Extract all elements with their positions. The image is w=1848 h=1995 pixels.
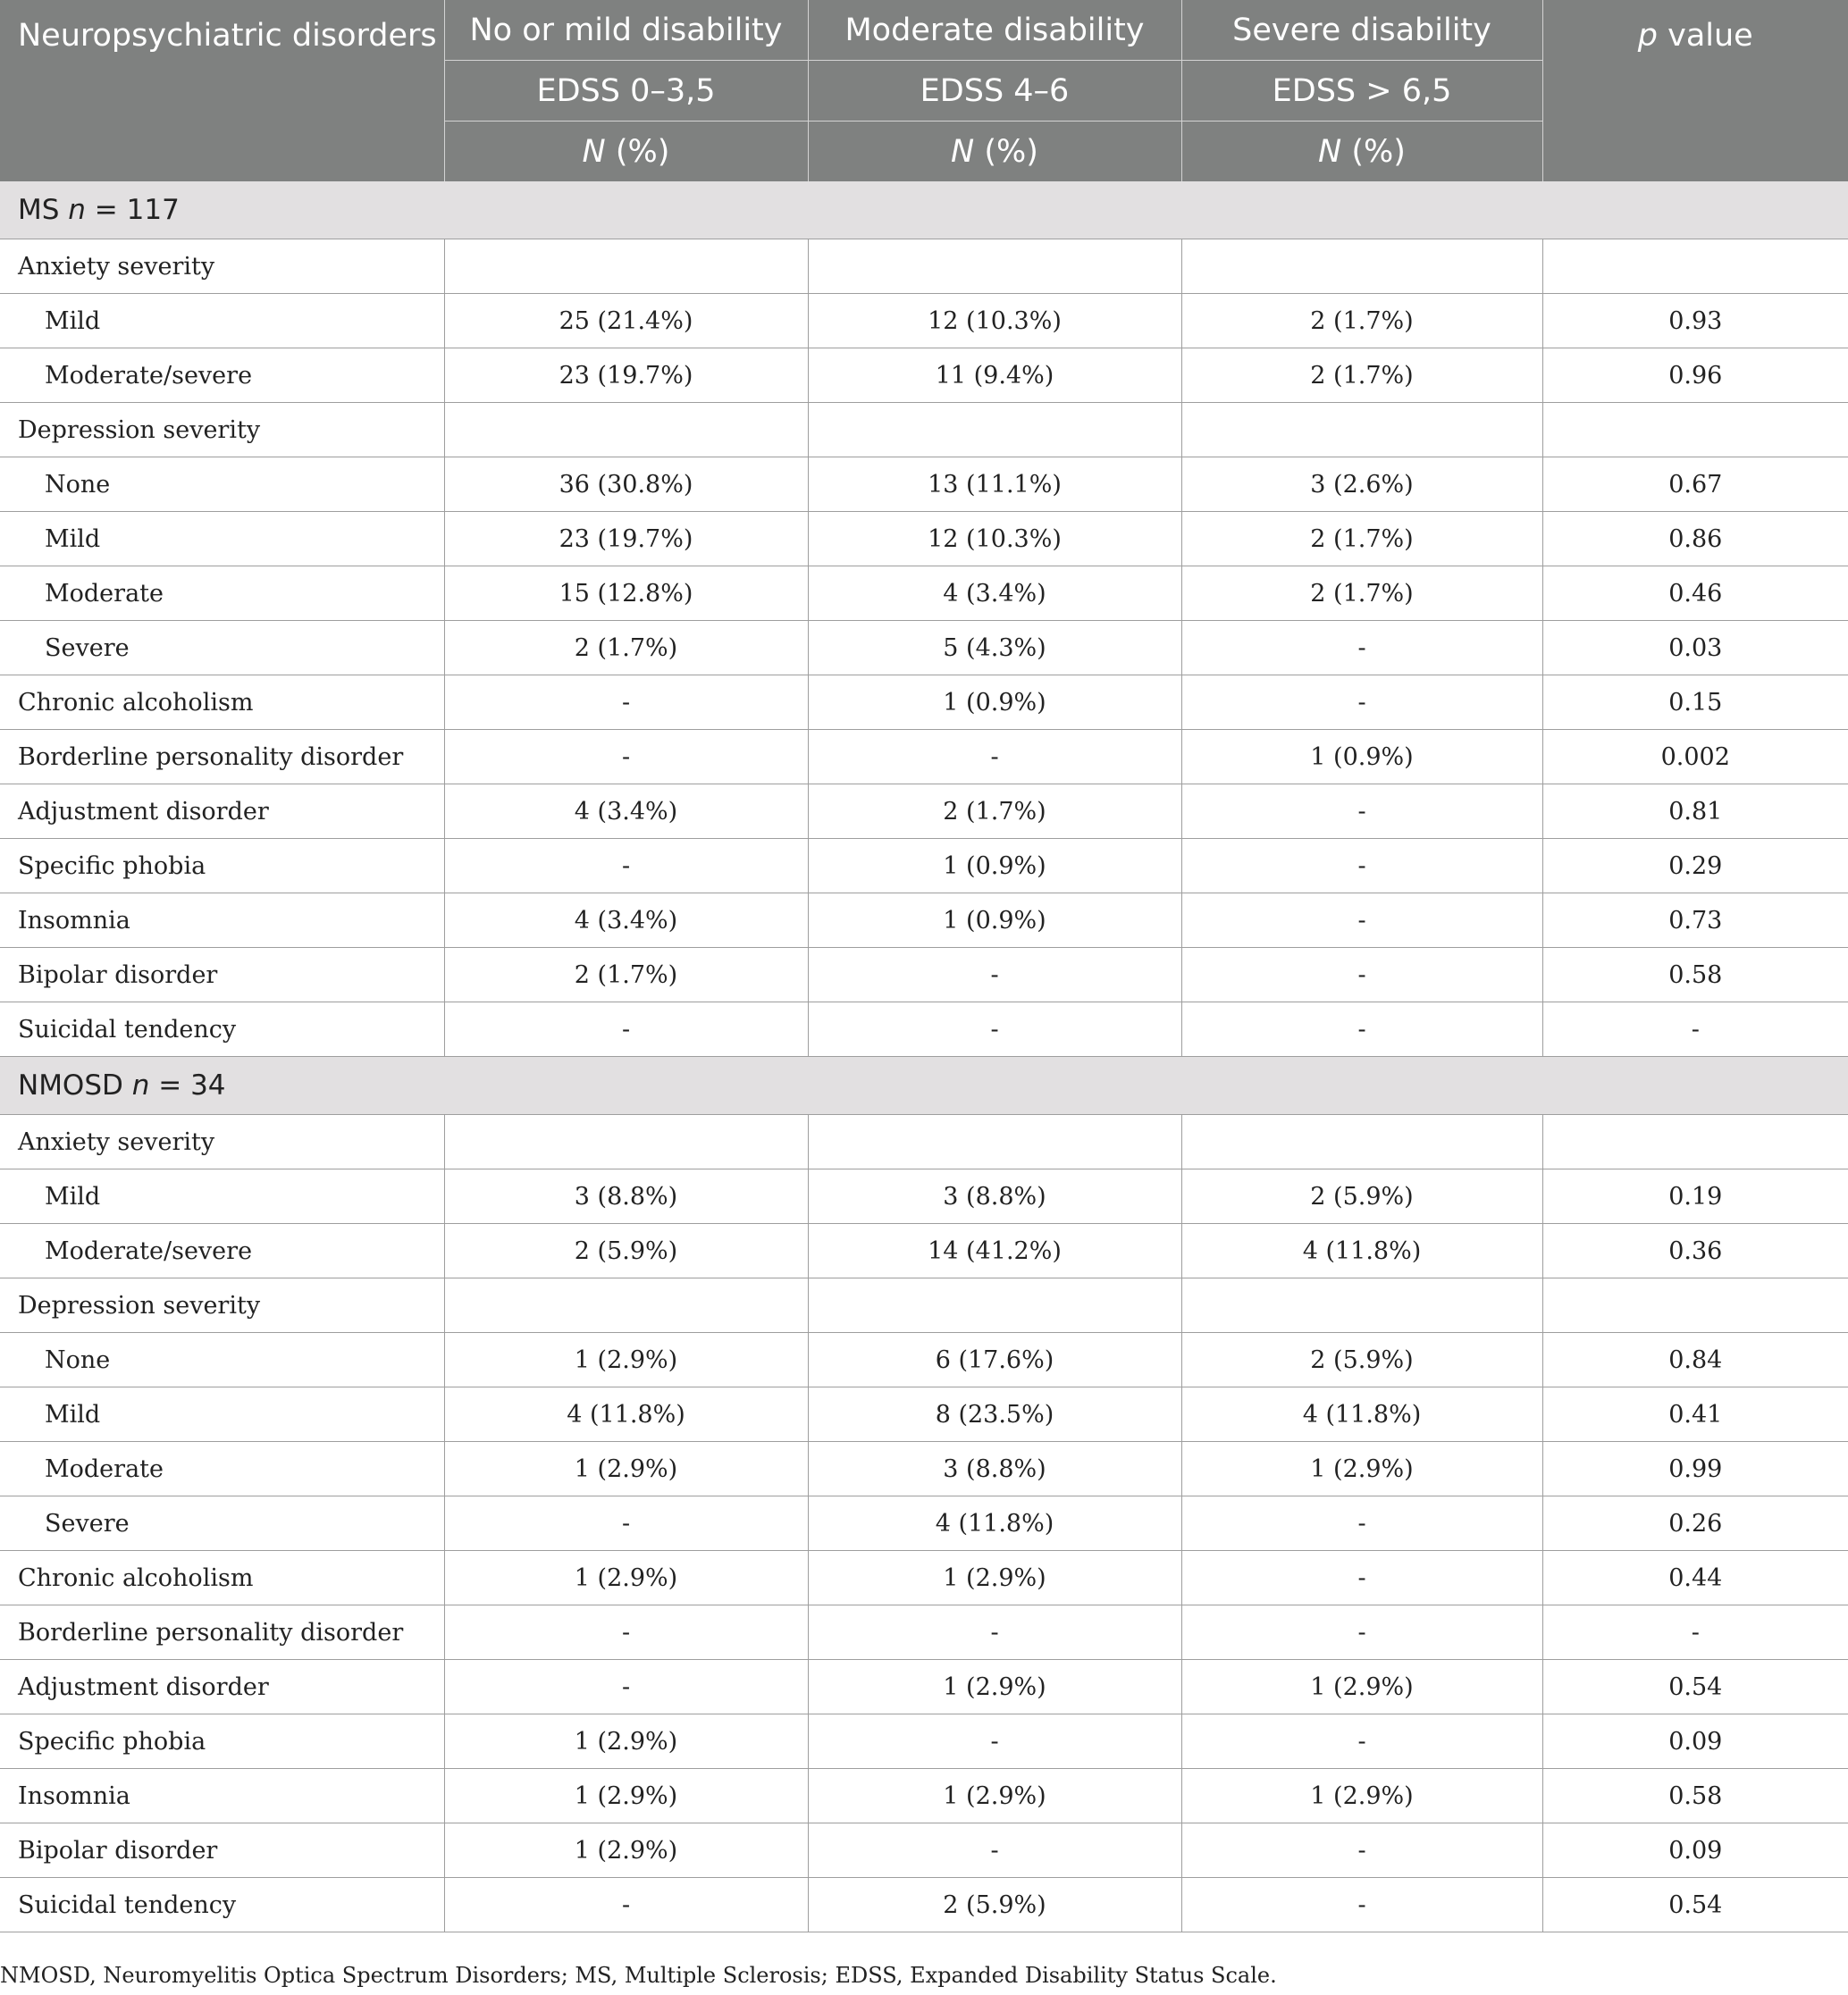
- table-row: [0, 239, 1848, 294]
- row-label: Mild: [0, 294, 444, 348]
- cell-moderate: 3 (8.8%): [808, 1169, 1181, 1224]
- row-label: None: [0, 1333, 444, 1387]
- table-row: [0, 294, 1848, 348]
- cell-mild: [444, 1278, 808, 1333]
- header-group-mild: No or mild disability: [444, 0, 808, 61]
- row-label: Depression severity: [0, 1278, 444, 1333]
- cell-mild: 36 (30.8%): [444, 457, 808, 512]
- row-label: Insomnia: [0, 1769, 444, 1823]
- row-label: Severe: [0, 621, 444, 675]
- cell-moderate: 1 (2.9%): [808, 1769, 1181, 1823]
- cell-p-value: -: [1542, 1002, 1848, 1057]
- cell-p-value: [1542, 1278, 1848, 1333]
- cell-moderate: 2 (5.9%): [808, 1878, 1181, 1932]
- table-row: [0, 784, 1848, 839]
- cell-p-value: 0.54: [1542, 1660, 1848, 1714]
- header-edss-moderate: EDSS 4–6: [808, 61, 1181, 122]
- section-title: [0, 1057, 1848, 1115]
- cell-moderate: -: [808, 1605, 1181, 1660]
- table-row: [0, 675, 1848, 730]
- cell-severe: -: [1181, 1823, 1542, 1878]
- cell-p-value: 0.29: [1542, 839, 1848, 893]
- cell-mild: 2 (1.7%): [444, 621, 808, 675]
- row-label: Bipolar disorder: [0, 1823, 444, 1878]
- header-n-italic: N: [1318, 133, 1342, 170]
- row-label: Depression severity: [0, 403, 444, 457]
- cell-moderate: 14 (41.2%): [808, 1224, 1181, 1278]
- table-footnote: NMOSD, Neuromyelitis Optica Spectrum Disorders; MS, Multiple Sclerosis; EDSS, Expanded Disability Status Scale.: [0, 1963, 1277, 1988]
- cell-p-value: 0.09: [1542, 1714, 1848, 1769]
- cell-mild: [444, 239, 808, 294]
- cell-severe: 1 (0.9%): [1181, 730, 1542, 784]
- row-label: Anxiety severity: [0, 239, 444, 294]
- row-label: Suicidal tendency: [0, 1002, 444, 1057]
- table-row: [0, 1660, 1848, 1714]
- cell-severe: 4 (11.8%): [1181, 1387, 1542, 1442]
- cell-mild: [444, 1115, 808, 1169]
- section-header-row: [0, 1057, 1848, 1115]
- cell-severe: -: [1181, 948, 1542, 1002]
- cell-p-value: 0.19: [1542, 1169, 1848, 1224]
- cell-moderate: -: [808, 948, 1181, 1002]
- cell-moderate: 12 (10.3%): [808, 294, 1181, 348]
- cell-severe: 2 (5.9%): [1181, 1169, 1542, 1224]
- table-row: [0, 893, 1848, 948]
- cell-severe: [1181, 403, 1542, 457]
- cell-severe: 2 (1.7%): [1181, 512, 1542, 566]
- cell-mild: -: [444, 1496, 808, 1551]
- cell-p-value: 0.86: [1542, 512, 1848, 566]
- table-row: [0, 512, 1848, 566]
- table-row: [0, 621, 1848, 675]
- table-row: [0, 948, 1848, 1002]
- cell-p-value: 0.93: [1542, 294, 1848, 348]
- table-row: [0, 403, 1848, 457]
- cell-p-value: 0.41: [1542, 1387, 1848, 1442]
- cell-severe: 1 (2.9%): [1181, 1442, 1542, 1496]
- cell-moderate: 6 (17.6%): [808, 1333, 1181, 1387]
- table-row: [0, 1551, 1848, 1605]
- header-n-rest: (%): [605, 133, 670, 170]
- cell-mild: 1 (2.9%): [444, 1333, 808, 1387]
- section-title-suffix: = 34: [149, 1069, 226, 1102]
- section-title-prefix: NMOSD: [18, 1069, 132, 1102]
- row-label: Mild: [0, 1169, 444, 1224]
- table-row: [0, 1769, 1848, 1823]
- cell-p-value: 0.36: [1542, 1224, 1848, 1278]
- section-title-n: n: [131, 1069, 150, 1102]
- cell-mild: 25 (21.4%): [444, 294, 808, 348]
- cell-severe: 4 (11.8%): [1181, 1224, 1542, 1278]
- header-group-moderate: Moderate disability: [808, 0, 1181, 61]
- cell-p-value: -: [1542, 1605, 1848, 1660]
- cell-mild: -: [444, 1660, 808, 1714]
- cell-severe: -: [1181, 1551, 1542, 1605]
- cell-p-value: 0.09: [1542, 1823, 1848, 1878]
- cell-mild: 4 (11.8%): [444, 1387, 808, 1442]
- cell-p-value: 0.03: [1542, 621, 1848, 675]
- cell-moderate: 13 (11.1%): [808, 457, 1181, 512]
- table-row: [0, 730, 1848, 784]
- cell-moderate: -: [808, 1714, 1181, 1769]
- cell-severe: [1181, 1115, 1542, 1169]
- cell-severe: -: [1181, 1002, 1542, 1057]
- cell-moderate: 11 (9.4%): [808, 348, 1181, 403]
- cell-mild: [444, 403, 808, 457]
- cell-moderate: 1 (2.9%): [808, 1551, 1181, 1605]
- cell-moderate: -: [808, 1823, 1181, 1878]
- header-edss-mild: EDSS 0–3,5: [444, 61, 808, 122]
- header-p-rest: value: [1657, 18, 1753, 54]
- table-row: [0, 1823, 1848, 1878]
- header-n-severe: [1181, 122, 1542, 182]
- cell-p-value: 0.002: [1542, 730, 1848, 784]
- cell-moderate: 1 (2.9%): [808, 1660, 1181, 1714]
- row-label: Chronic alcoholism: [0, 675, 444, 730]
- row-label: None: [0, 457, 444, 512]
- cell-p-value: 0.84: [1542, 1333, 1848, 1387]
- cell-severe: -: [1181, 1496, 1542, 1551]
- cell-mild: 15 (12.8%): [444, 566, 808, 621]
- cell-severe: [1181, 1278, 1542, 1333]
- row-label: Mild: [0, 1387, 444, 1442]
- cell-severe: [1181, 239, 1542, 294]
- cell-p-value: 0.46: [1542, 566, 1848, 621]
- row-label: Moderate: [0, 1442, 444, 1496]
- row-label: Borderline personality disorder: [0, 730, 444, 784]
- cell-severe: 1 (2.9%): [1181, 1660, 1542, 1714]
- cell-p-value: 0.67: [1542, 457, 1848, 512]
- cell-moderate: 12 (10.3%): [808, 512, 1181, 566]
- table-row: [0, 839, 1848, 893]
- header-edss-severe: EDSS > 6,5: [1181, 61, 1542, 122]
- cell-severe: -: [1181, 839, 1542, 893]
- cell-moderate: [808, 239, 1181, 294]
- cell-severe: 2 (1.7%): [1181, 294, 1542, 348]
- section-header-row: [0, 181, 1848, 239]
- cell-mild: 4 (3.4%): [444, 784, 808, 839]
- cell-moderate: 3 (8.8%): [808, 1442, 1181, 1496]
- section-title-prefix: MS: [18, 194, 69, 226]
- table-row: [0, 566, 1848, 621]
- cell-severe: -: [1181, 1605, 1542, 1660]
- cell-p-value: 0.15: [1542, 675, 1848, 730]
- table-row: [0, 1387, 1848, 1442]
- section-title-n: n: [68, 194, 86, 226]
- cell-severe: 2 (1.7%): [1181, 566, 1542, 621]
- cell-mild: 1 (2.9%): [444, 1551, 808, 1605]
- row-label: Insomnia: [0, 893, 444, 948]
- header-n-moderate: [808, 122, 1181, 182]
- header-n-rest: (%): [974, 133, 1038, 170]
- cell-mild: -: [444, 1002, 808, 1057]
- cell-severe: 3 (2.6%): [1181, 457, 1542, 512]
- row-label: Moderate: [0, 566, 444, 621]
- cell-p-value: 0.58: [1542, 948, 1848, 1002]
- cell-p-value: [1542, 403, 1848, 457]
- cell-p-value: 0.44: [1542, 1551, 1848, 1605]
- cell-mild: -: [444, 675, 808, 730]
- cell-mild: 3 (8.8%): [444, 1169, 808, 1224]
- row-label: Moderate/severe: [0, 348, 444, 403]
- table-row: [0, 1224, 1848, 1278]
- cell-p-value: [1542, 1115, 1848, 1169]
- header-p-italic: p: [1637, 18, 1658, 54]
- cell-moderate: [808, 1115, 1181, 1169]
- cell-severe: 2 (1.7%): [1181, 348, 1542, 403]
- table-body: [0, 181, 1848, 1932]
- cell-moderate: 2 (1.7%): [808, 784, 1181, 839]
- cell-severe: -: [1181, 1714, 1542, 1769]
- header-n-mild: [444, 122, 808, 182]
- row-label: Moderate/severe: [0, 1224, 444, 1278]
- cell-p-value: 0.54: [1542, 1878, 1848, 1932]
- table-row: [0, 1496, 1848, 1551]
- cell-severe: -: [1181, 675, 1542, 730]
- cell-severe: -: [1181, 784, 1542, 839]
- cell-moderate: 1 (0.9%): [808, 675, 1181, 730]
- cell-mild: 2 (1.7%): [444, 948, 808, 1002]
- cell-moderate: 8 (23.5%): [808, 1387, 1181, 1442]
- header-group-severe: Severe disability: [1181, 0, 1542, 61]
- cell-moderate: 5 (4.3%): [808, 621, 1181, 675]
- table-row: [0, 1115, 1848, 1169]
- cell-moderate: -: [808, 730, 1181, 784]
- cell-mild: 1 (2.9%): [444, 1823, 808, 1878]
- cell-mild: -: [444, 1878, 808, 1932]
- row-label: Severe: [0, 1496, 444, 1551]
- table-row: [0, 1605, 1848, 1660]
- cell-moderate: [808, 403, 1181, 457]
- table-row: [0, 348, 1848, 403]
- cell-mild: -: [444, 730, 808, 784]
- row-label: Borderline personality disorder: [0, 1605, 444, 1660]
- cell-severe: -: [1181, 1878, 1542, 1932]
- cell-p-value: 0.81: [1542, 784, 1848, 839]
- cell-mild: 1 (2.9%): [444, 1714, 808, 1769]
- row-label: Bipolar disorder: [0, 948, 444, 1002]
- header-p-value: [1542, 0, 1848, 181]
- header-n-italic: N: [582, 133, 606, 170]
- cell-p-value: 0.96: [1542, 348, 1848, 403]
- cell-p-value: [1542, 239, 1848, 294]
- cell-p-value: 0.99: [1542, 1442, 1848, 1496]
- cell-moderate: [808, 1278, 1181, 1333]
- table-row: [0, 1278, 1848, 1333]
- row-label: Specific phobia: [0, 839, 444, 893]
- header-n-italic: N: [951, 133, 975, 170]
- table-row: [0, 1002, 1848, 1057]
- table-row: [0, 1714, 1848, 1769]
- header-n-rest: (%): [1341, 133, 1406, 170]
- row-label: Anxiety severity: [0, 1115, 444, 1169]
- cell-mild: 23 (19.7%): [444, 348, 808, 403]
- cell-mild: -: [444, 1605, 808, 1660]
- table-row: [0, 1169, 1848, 1224]
- cell-mild: 2 (5.9%): [444, 1224, 808, 1278]
- table-row: [0, 457, 1848, 512]
- section-title: [0, 181, 1848, 239]
- cell-p-value: 0.73: [1542, 893, 1848, 948]
- table-row: [0, 1878, 1848, 1932]
- cell-moderate: 4 (3.4%): [808, 566, 1181, 621]
- table-row: [0, 1333, 1848, 1387]
- cell-severe: 2 (5.9%): [1181, 1333, 1542, 1387]
- row-label: Adjustment disorder: [0, 784, 444, 839]
- table-header: [0, 0, 1848, 181]
- cell-severe: -: [1181, 621, 1542, 675]
- cell-mild: 1 (2.9%): [444, 1769, 808, 1823]
- row-label: Mild: [0, 512, 444, 566]
- cell-mild: -: [444, 839, 808, 893]
- cell-moderate: 4 (11.8%): [808, 1496, 1181, 1551]
- cell-mild: 1 (2.9%): [444, 1442, 808, 1496]
- cell-moderate: 1 (0.9%): [808, 839, 1181, 893]
- cell-mild: 4 (3.4%): [444, 893, 808, 948]
- row-label: Suicidal tendency: [0, 1878, 444, 1932]
- cell-p-value: 0.58: [1542, 1769, 1848, 1823]
- cell-moderate: -: [808, 1002, 1181, 1057]
- cell-p-value: 0.26: [1542, 1496, 1848, 1551]
- cell-severe: -: [1181, 893, 1542, 948]
- row-label: Chronic alcoholism: [0, 1551, 444, 1605]
- row-label: Specific phobia: [0, 1714, 444, 1769]
- cell-moderate: 1 (0.9%): [808, 893, 1181, 948]
- section-title-suffix: = 117: [85, 194, 180, 226]
- cell-mild: 23 (19.7%): [444, 512, 808, 566]
- header-row-label: Neuropsychiatric disorders: [0, 0, 444, 181]
- table-row: [0, 1442, 1848, 1496]
- row-label: Adjustment disorder: [0, 1660, 444, 1714]
- cell-severe: 1 (2.9%): [1181, 1769, 1542, 1823]
